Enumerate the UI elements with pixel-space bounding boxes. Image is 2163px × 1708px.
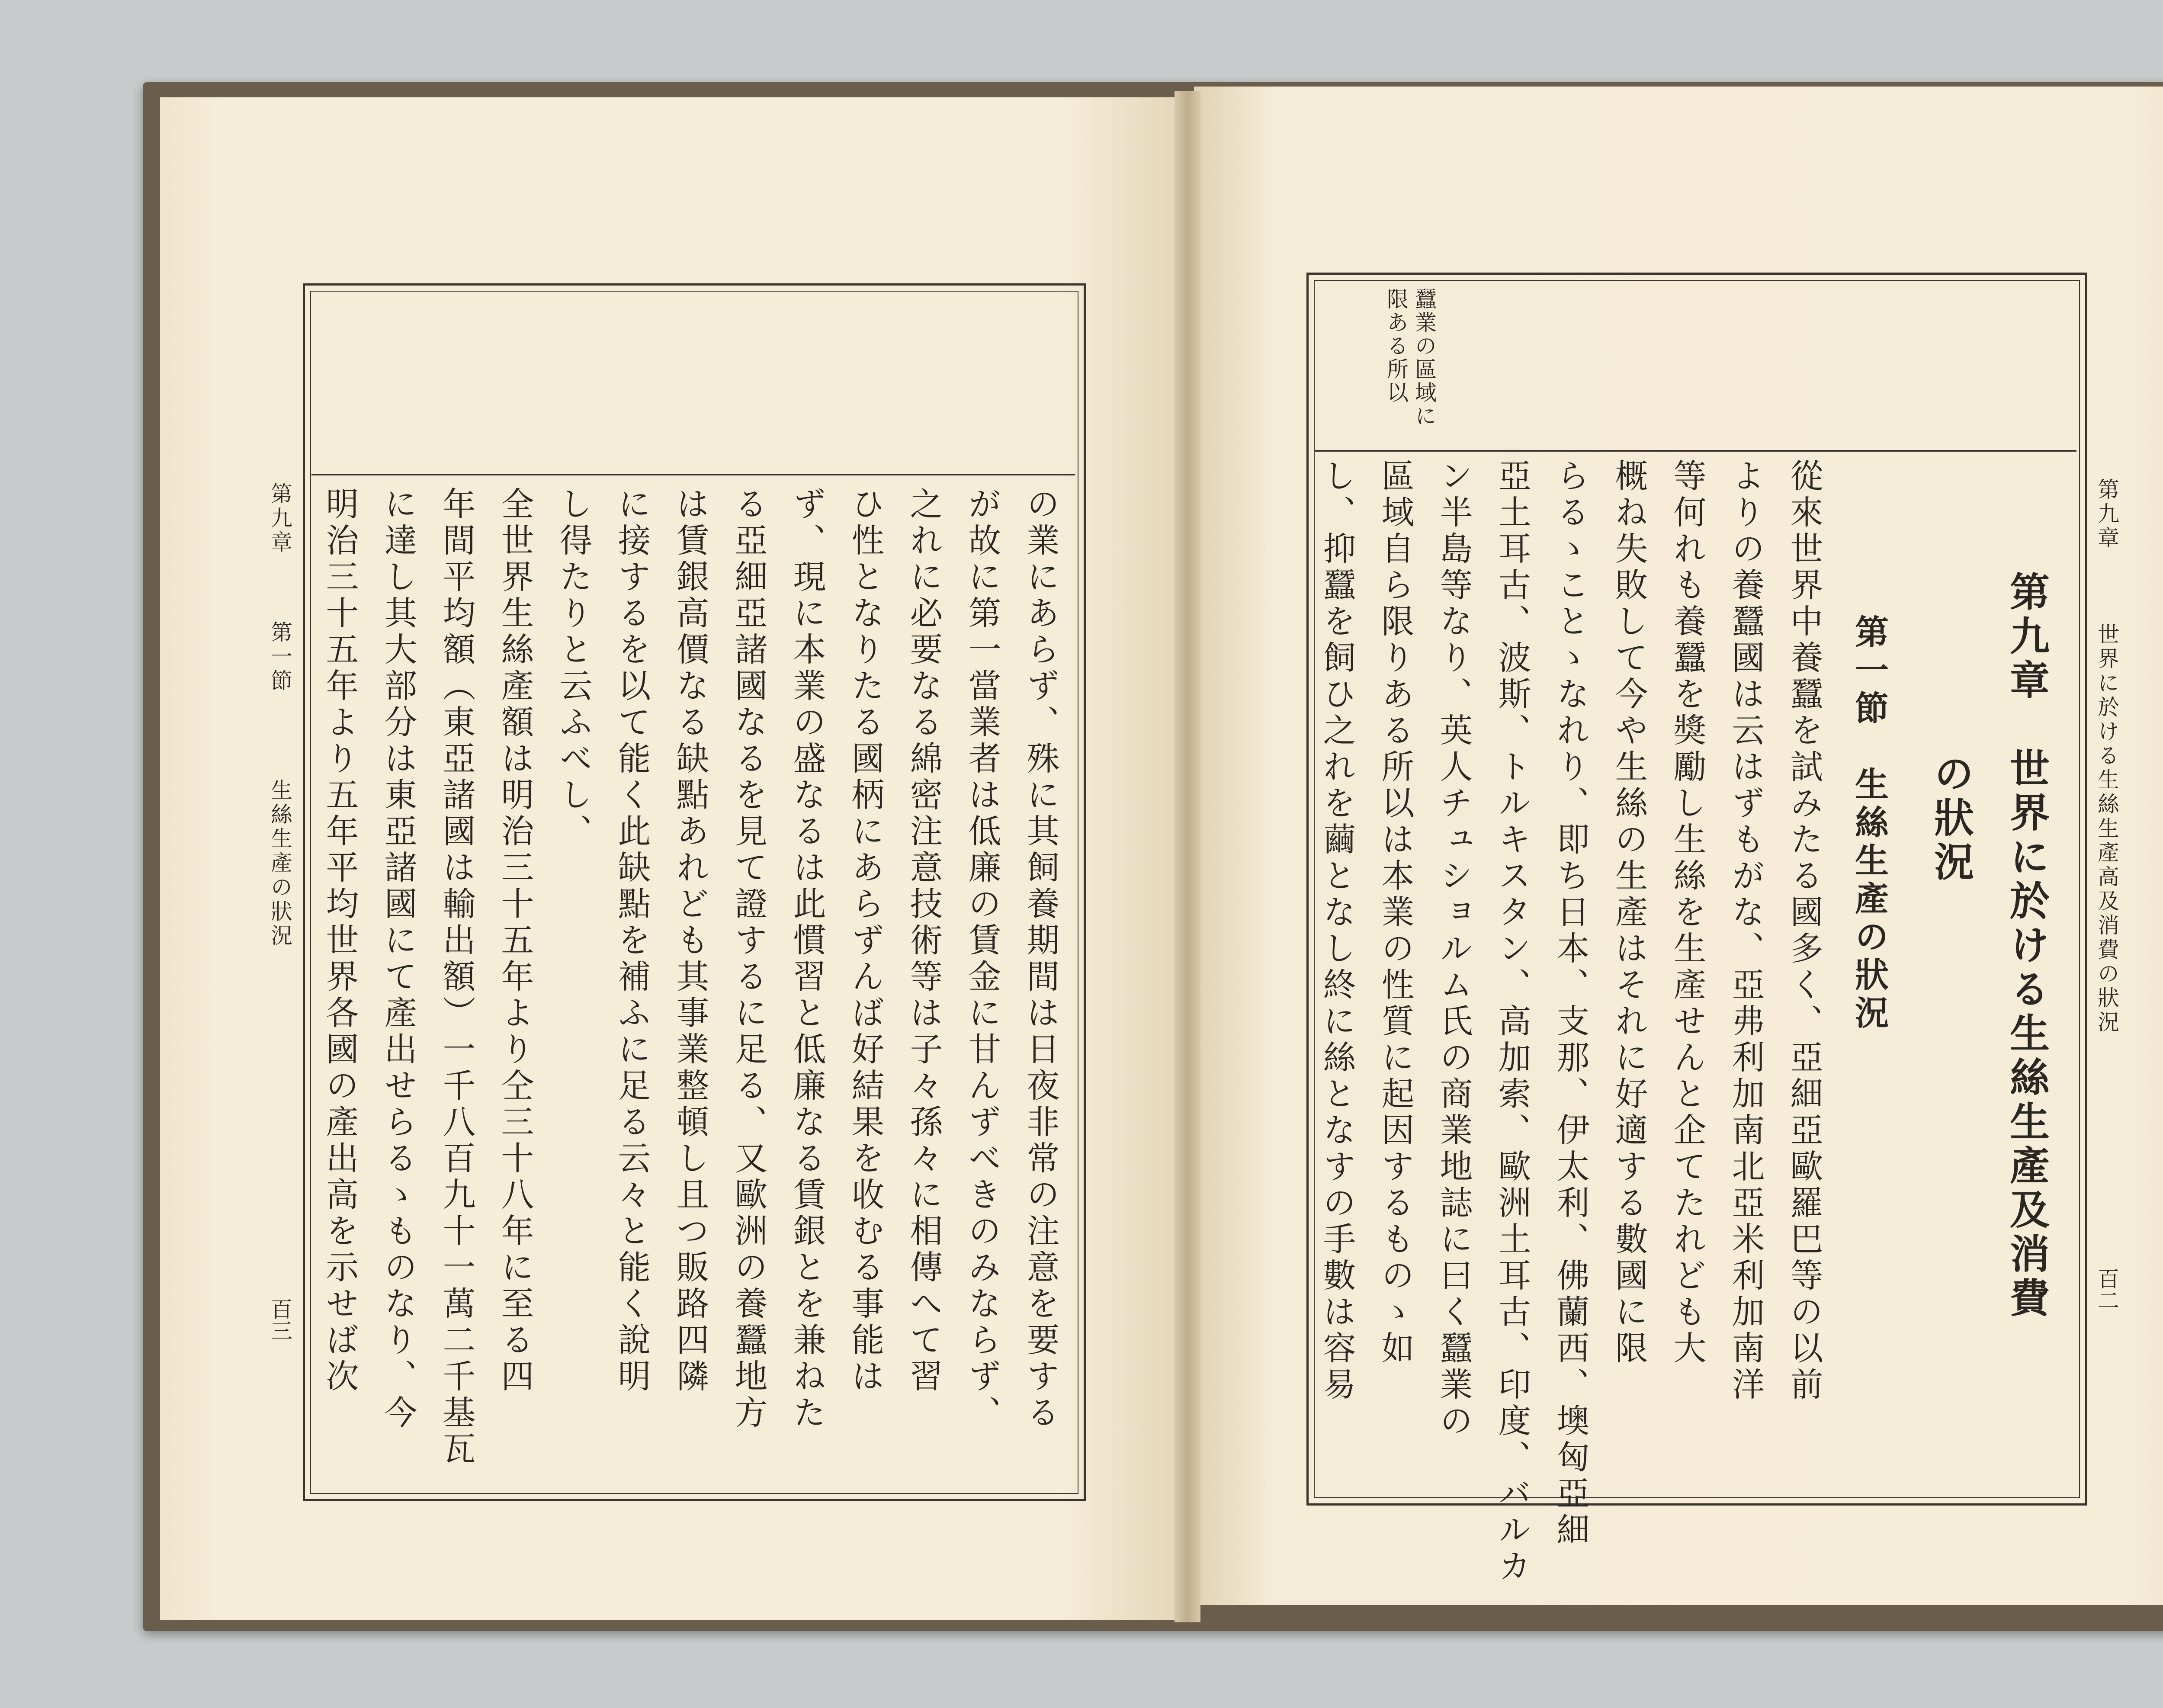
right-body-column-1: 從來世界中養蠶を試みたる國多く、亞細亞歐羅巴等の以前 <box>1785 459 1823 1403</box>
right-margin-note-line-1: 蠶業の區域に <box>1412 288 1437 428</box>
right-body-column-5: らるゝことゝなれり、即ち日本、支那、伊太利、佛蘭西、墺匈亞細 <box>1551 459 1590 1549</box>
left-running-head-chapter: 第九章 <box>267 482 292 555</box>
left-body-column-13: 明治三十五年より五年平均世界各國の產出高を示せば次 <box>321 487 359 1395</box>
right-page-number: 百二 <box>2094 1268 2119 1311</box>
right-running-head-title: 世界に於ける生絲生產高及消費の狀況 <box>2094 623 2119 1035</box>
right-running-head-chapter: 第九章 <box>2094 478 2119 551</box>
left-page-number: 百三 <box>267 1298 292 1341</box>
chapter-title-line-1: 第九章 世界に於ける生絲生產及消費 <box>2003 571 2050 1321</box>
left-header-rule <box>311 474 1075 475</box>
left-body-column-8: に接するを以て能く此缺點を補ふに足る云々と能く說明 <box>613 487 651 1395</box>
left-running-head-section: 第一節 <box>267 621 292 693</box>
right-header-rule <box>1315 450 2076 452</box>
section-title: 第一節 生絲生產の狀況 <box>1849 614 1889 1033</box>
left-body-column-9: し得たりと云ふべし、 <box>554 487 593 850</box>
right-body-column-3: 等何れも養蠶を獎勵し生絲を生產せんと企てたれども大 <box>1668 459 1707 1367</box>
right-body-column-4: 概ね失敗して今や生絲の生產はそれに好適する數國に限 <box>1610 459 1648 1367</box>
left-body-column-5: ず、現に本業の盛なるは此慣習と低廉なる賃銀とを兼ねた <box>788 487 826 1432</box>
left-body-column-4: ひ性となりたる國柄にあらずんば好結果を收むる事能は <box>846 487 885 1395</box>
left-running-head-topic: 生絲生產の狀況 <box>267 779 292 948</box>
left-body-column-11: 年間平均額（東亞諸國は輸出額）一千八百九十一萬二千基瓦 <box>437 487 476 1468</box>
right-margin-note-line-2: 限ある所以 <box>1383 288 1409 405</box>
left-body-column-1: の業にあらず、殊に其飼養期間は日夜非常の注意を要する <box>1021 487 1060 1432</box>
left-body-column-2: が故に第一當業者は低廉の賃金に甘んずべきのみならず、 <box>963 487 1001 1432</box>
right-body-column-7: ン半島等なり、英人チュショルム氏の商業地誌に曰く蠶業の <box>1435 459 1473 1440</box>
left-body-column-10: 全世界生絲產額は明治三十五年より仝三十八年に至る四 <box>496 487 534 1395</box>
left-body-column-3: 之れに必要なる綿密注意技術等は子々孫々に相傳へて習 <box>905 487 943 1395</box>
left-body-column-7: は賃銀高價なる缺點あれども其事業整頓し且つ販路四隣 <box>671 487 709 1395</box>
right-body-column-9: し、抑蠶を飼ひ之れを繭となし終に絲となすの手數は容易 <box>1318 459 1356 1403</box>
right-body-column-8: 區域自ら限りある所以は本業の性質に起因するものゝ如 <box>1376 459 1415 1367</box>
left-body-column-6: る亞細亞諸國なるを見て證するに足る、又歐洲の養蠶地方 <box>729 487 768 1432</box>
left-body-column-12: に達し其大部分は東亞諸國にて產出せらるゝものなり、今 <box>379 487 417 1432</box>
chapter-title-line-2: の狀況 <box>1928 753 1974 885</box>
right-body-column-2: よりの養蠶國は云はずもがな、亞弗利加南北亞米利加南洋 <box>1727 459 1765 1403</box>
book-gutter <box>1175 91 1200 1622</box>
right-body-column-6: 亞土耳古、波斯、トルキスタン、高加索、歐洲土耳古、印度、バルカ <box>1493 459 1531 1585</box>
